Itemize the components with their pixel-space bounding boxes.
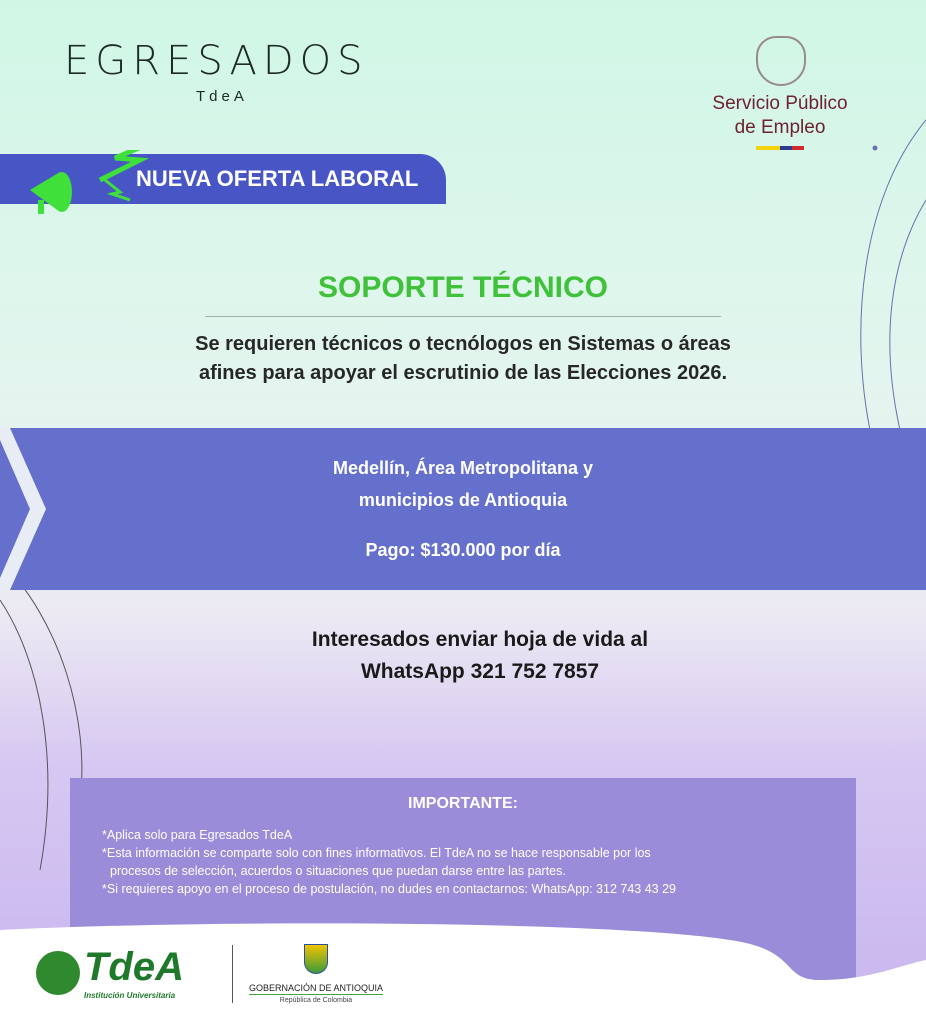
tdea-logo-icon xyxy=(36,951,80,995)
egresados-logo-sub: TdeA xyxy=(196,88,248,105)
antioquia-shield-icon xyxy=(304,944,328,974)
job-title: SOPORTE TÉCNICO xyxy=(317,271,609,304)
contact-info: Interesados enviar hoja de vida al WhatsApp 321 752 7857 xyxy=(311,628,649,683)
colombia-crest-icon xyxy=(756,36,806,86)
divider xyxy=(205,316,721,317)
job-pay: Pago: $130.000 por día xyxy=(365,540,561,560)
colombia-flag-stripe xyxy=(756,146,804,150)
job-location: Medellín, Área Metropolitana y municipios de Antioquia xyxy=(332,458,594,510)
important-item: *Esta información se comparte solo con fines informativos. El TdeA no se hace responsable por los xyxy=(102,846,651,860)
important-title: IMPORTANTE: xyxy=(408,795,518,812)
tdea-logo: TdeA Institución Universitaria xyxy=(36,944,188,1001)
gobernacion-logo: GOBERNACIÓN DE ANTIOQUIA República de Colombia xyxy=(246,944,386,1006)
important-item: *Si requieres apoyo en el proceso de postulación, no dudes en contactarnos: WhatsApp: 312 743 43 29 xyxy=(102,882,676,896)
important-item: *Aplica solo para Egresados TdeA xyxy=(102,828,293,842)
important-item: procesos de selección, acuerdos o situaciones que puedan darse entre las partes. xyxy=(110,864,566,878)
job-description: Se requieren técnicos o tecnólogos en Sistemas o áreas afines para apoyar el escrutinio de las Elecciones 2026. xyxy=(195,333,731,384)
logo-divider xyxy=(232,945,233,1003)
banner-label: NUEVA OFERTA LABORAL xyxy=(136,166,419,191)
servicio-publico-empleo-logo: Servicio Público de Empleo xyxy=(712,93,848,138)
egresados-logo: EGRESADOS xyxy=(64,38,369,84)
important-list xyxy=(102,826,842,898)
